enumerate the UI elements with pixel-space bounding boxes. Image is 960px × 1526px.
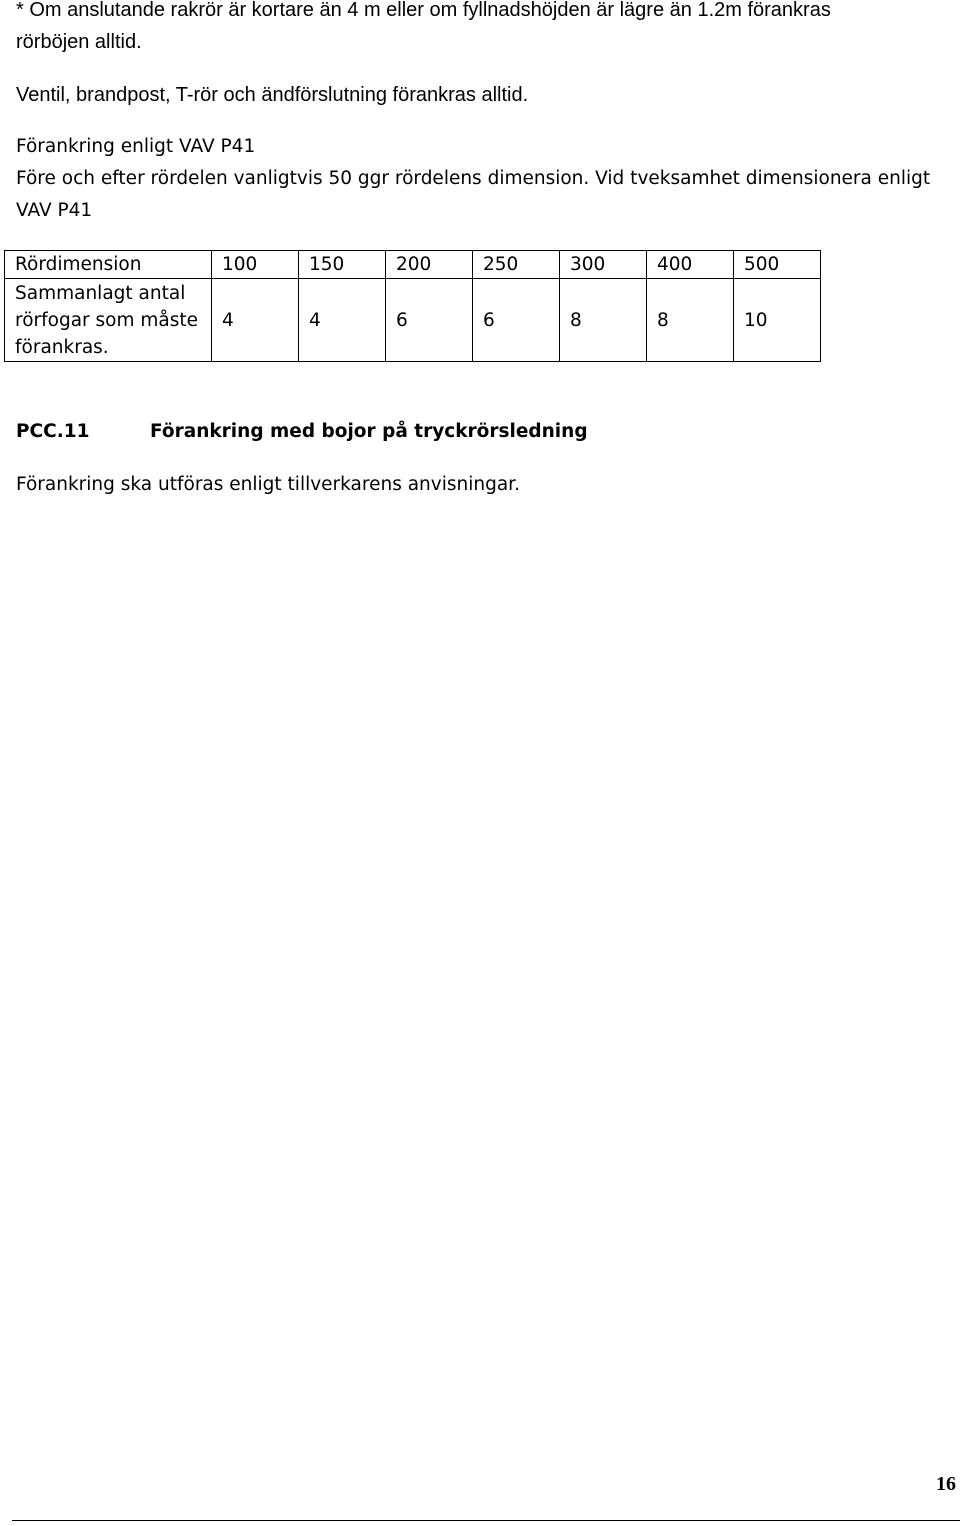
dimension-cell: 500 <box>734 251 821 279</box>
valve-line: Ventil, brandpost, T-rör och ändförslutning förankras alltid. <box>16 84 529 106</box>
section-title: Förankring med bojor på tryckrörsledning <box>150 421 588 442</box>
table-row-label <box>5 279 212 362</box>
row-label-line: rörfogar som måste <box>15 309 199 331</box>
count-cell: 8 <box>647 279 734 362</box>
count-cell: 4 <box>212 279 299 362</box>
section-heading <box>16 416 588 448</box>
anchoring-reference: Förankring enligt VAV P41 <box>16 136 256 157</box>
count-cell: 10 <box>734 279 821 362</box>
note-line-2: rörböjen alltid. <box>16 31 142 53</box>
before-after-line-2: VAV P41 <box>16 200 93 221</box>
page-number: 16 <box>936 1473 956 1495</box>
count-cell: 8 <box>560 279 647 362</box>
footer-rule <box>12 1520 960 1521</box>
before-after-line-1: Före och efter rördelen vanligtvis 50 ggr rördelens dimension. Vid tveksamhet dimensionera enligt <box>16 168 931 189</box>
row-label-line: Sammanlagt antal <box>15 282 186 304</box>
dimension-cell: 250 <box>473 251 560 279</box>
section-code: PCC.11 <box>16 421 90 442</box>
count-cell: 6 <box>386 279 473 362</box>
count-cell: 6 <box>473 279 560 362</box>
dimension-cell: 300 <box>560 251 647 279</box>
row-label-line: förankras. <box>15 336 109 358</box>
count-cell: 4 <box>299 279 386 362</box>
anchoring-table <box>4 250 821 362</box>
dimension-cell: 400 <box>647 251 734 279</box>
note-line-1: * Om anslutande rakrör är kortare än 4 m eller om fyllnadshöjden är lägre än 1.2m förankras <box>16 0 831 21</box>
dimension-cell: 200 <box>386 251 473 279</box>
section-text: Förankring ska utföras enligt tillverkarens anvisningar. <box>16 474 520 495</box>
dimension-cell: 100 <box>212 251 299 279</box>
table-row-counts <box>5 279 821 362</box>
table-row-dimensions <box>5 251 821 279</box>
table-header-label: Rördimension <box>5 251 212 279</box>
dimension-cell: 150 <box>299 251 386 279</box>
